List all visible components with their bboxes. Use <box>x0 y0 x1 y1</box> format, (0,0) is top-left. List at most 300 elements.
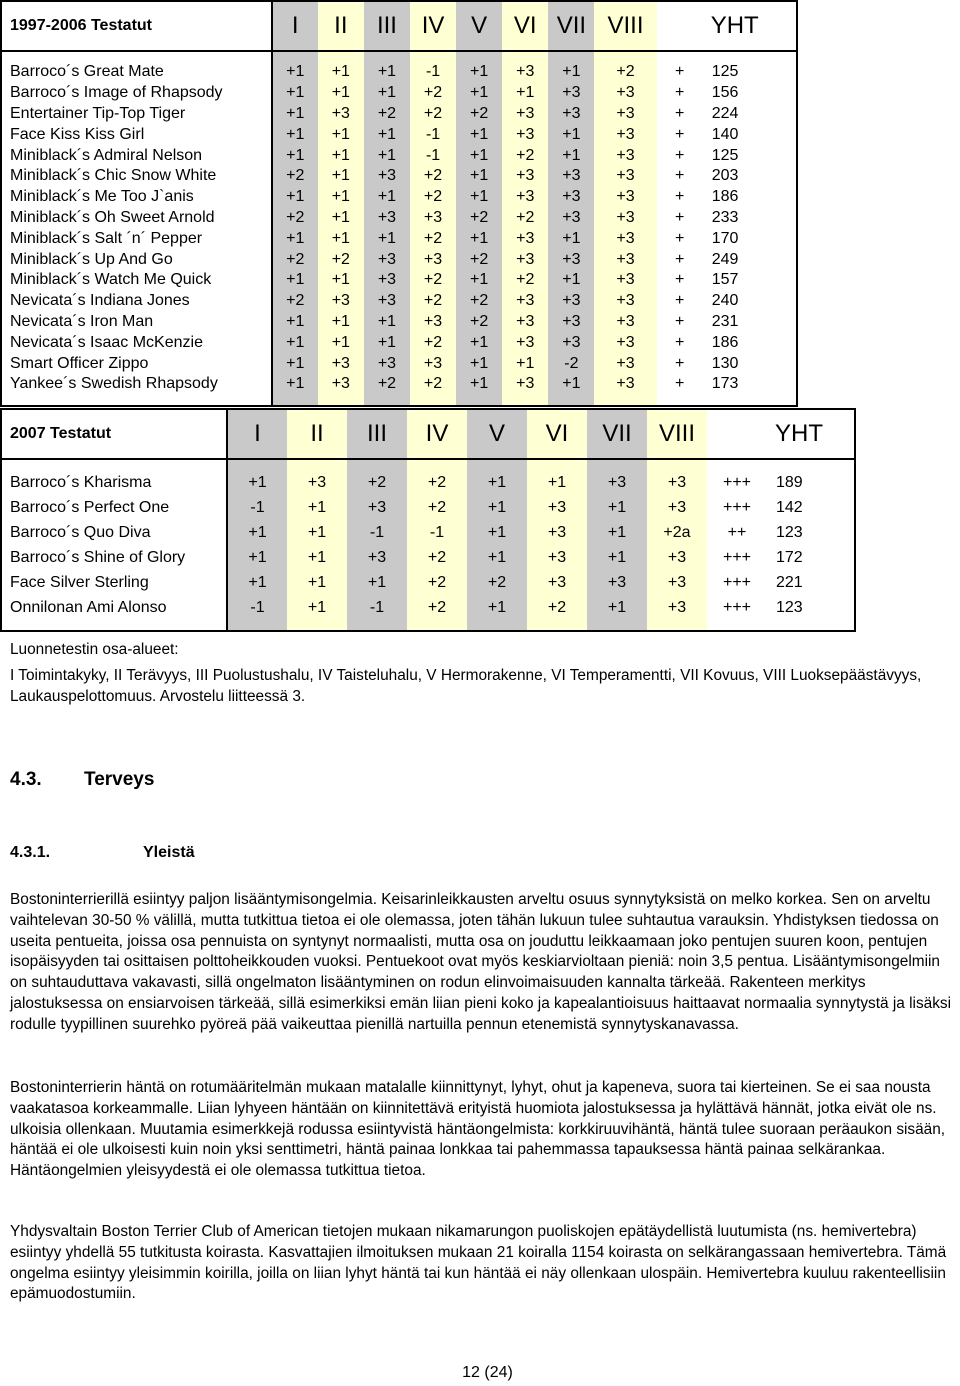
spacer-cell <box>364 395 410 406</box>
gunshot-rating: +++ <box>722 473 752 491</box>
dog-name: Miniblack´s Salt ´n´ Pepper <box>1 228 272 249</box>
column-header: I <box>272 1 318 51</box>
total-score: 189 <box>776 473 803 491</box>
spacer-cell <box>456 395 502 406</box>
spacer-cell <box>548 395 594 406</box>
spacer-cell <box>227 459 287 470</box>
score-cell: +3 <box>347 545 407 570</box>
spacer-cell <box>347 620 407 631</box>
score-cell: +2 <box>272 166 318 187</box>
score-cell: +1 <box>467 470 527 495</box>
spacer-cell <box>407 459 467 470</box>
score-cell: +1 <box>318 228 364 249</box>
score-cell: +3 <box>410 249 456 270</box>
total-score: 186 <box>711 188 739 206</box>
score-cell: -1 <box>347 595 407 620</box>
score-cell: +1 <box>272 332 318 353</box>
score-cell: +3 <box>527 520 587 545</box>
score-cell: +1 <box>347 570 407 595</box>
score-cell: +1 <box>548 145 594 166</box>
score-cell: +3 <box>364 249 410 270</box>
spacer-cell <box>657 51 703 62</box>
score-cell: +3 <box>594 353 656 374</box>
score-cell: -2 <box>548 353 594 374</box>
score-cell: +1 <box>364 312 410 333</box>
score-cell: +2 <box>410 166 456 187</box>
total-score: 173 <box>711 375 739 393</box>
spacer-cell <box>707 459 767 470</box>
score-cell: +3 <box>548 312 594 333</box>
score-cell: +1 <box>456 145 502 166</box>
results-table-1997-2006 <box>0 0 798 407</box>
score-cell: +1 <box>587 495 647 520</box>
column-header: VI <box>502 1 548 51</box>
spacer-cell <box>364 51 410 62</box>
score-cell: +3 <box>594 249 656 270</box>
score-cell: +3 <box>594 312 656 333</box>
subsection-heading <box>10 844 195 862</box>
gunshot-rating: + <box>674 84 685 102</box>
spacer-cell <box>657 395 703 406</box>
score-cell: +2 <box>318 249 364 270</box>
score-cell: +1 <box>467 595 527 620</box>
column-header: III <box>364 1 410 51</box>
score-cell: +2 <box>410 270 456 291</box>
spacer-cell <box>272 395 318 406</box>
total-score: 170 <box>711 229 739 247</box>
score-cell: +1 <box>272 145 318 166</box>
score-cell: +1 <box>287 595 347 620</box>
dog-name: Nevicata´s Isaac McKenzie <box>1 332 272 353</box>
spacer-cell <box>647 459 707 470</box>
spacer-cell <box>318 395 364 406</box>
score-cell: +3 <box>594 145 656 166</box>
score-cell: -1 <box>407 520 467 545</box>
score-cell: +3 <box>548 187 594 208</box>
table-spacer-row <box>1 395 797 406</box>
score-cell: +3 <box>318 104 364 125</box>
table-row <box>1 83 797 104</box>
score-cell: +1 <box>502 83 548 104</box>
score-cell: +3 <box>502 312 548 333</box>
score-cell: -1 <box>347 520 407 545</box>
score-cell: +3 <box>410 312 456 333</box>
dog-name: Miniblack´s Watch Me Quick <box>1 270 272 291</box>
gunshot-rating: + <box>674 375 685 393</box>
score-cell: +3 <box>502 332 548 353</box>
score-cell: +2 <box>407 595 467 620</box>
table-row <box>1 495 855 520</box>
score-cell: +3 <box>647 545 707 570</box>
score-cell: +3 <box>594 332 656 353</box>
spacer-cell <box>767 620 855 631</box>
score-cell: +1 <box>318 270 364 291</box>
table-row <box>1 312 797 333</box>
table-row <box>1 124 797 145</box>
dog-name: Barroco´s Perfect One <box>1 495 227 520</box>
spacer-cell <box>227 620 287 631</box>
gunshot-rating: + <box>674 229 685 247</box>
score-cell: +3 <box>410 208 456 229</box>
score-cell: +3 <box>647 470 707 495</box>
score-cell: +1 <box>318 312 364 333</box>
table-row <box>1 270 797 291</box>
score-cell: +3 <box>587 570 647 595</box>
score-cell: -1 <box>227 595 287 620</box>
spacer-cell <box>407 620 467 631</box>
table-row <box>1 62 797 83</box>
score-cell: +3 <box>502 187 548 208</box>
score-cell: +3 <box>502 62 548 83</box>
spacer-cell <box>347 459 407 470</box>
subsection-number: 4.3.1. <box>10 844 51 861</box>
table-row <box>1 104 797 125</box>
spacer-cell <box>527 620 587 631</box>
score-cell: +1 <box>456 83 502 104</box>
score-cell: -1 <box>227 495 287 520</box>
score-cell: +3 <box>594 270 656 291</box>
spacer-cell <box>456 51 502 62</box>
spacer-cell <box>647 620 707 631</box>
score-cell: +1 <box>318 166 364 187</box>
total-score: 123 <box>776 598 803 616</box>
column-header: I <box>227 409 287 459</box>
score-cell: +2 <box>272 249 318 270</box>
column-header: II <box>318 1 364 51</box>
score-cell: +2 <box>456 208 502 229</box>
total-score: 186 <box>711 333 739 351</box>
score-cell: +1 <box>364 124 410 145</box>
total-score: 240 <box>711 292 739 310</box>
total-score: 156 <box>711 84 739 102</box>
spacer-cell <box>1 51 272 62</box>
spacer-cell <box>594 395 656 406</box>
legend-body: I Toimintakyky, II Terävyys, III Puolustushalu, IV Taisteluhalu, V Hermorakenne, VI Temperamentti, VII Kovuus, VIII Luoksepäästävyys, Laukauspelottomuus. Arvostelu liitteessä 3. <box>10 667 922 705</box>
score-cell: +1 <box>364 228 410 249</box>
total-score: 157 <box>711 271 739 289</box>
score-cell: +1 <box>272 62 318 83</box>
spacer-cell <box>287 459 347 470</box>
score-cell: +3 <box>364 353 410 374</box>
score-cell: -1 <box>410 62 456 83</box>
dog-name: Smart Officer Zippo <box>1 353 272 374</box>
score-cell: +3 <box>527 495 587 520</box>
dog-name: Barroco´s Image of Rhapsody <box>1 83 272 104</box>
score-cell: +1 <box>548 374 594 395</box>
total-score: 221 <box>776 573 803 591</box>
score-cell: +1 <box>272 83 318 104</box>
spacer-cell <box>467 459 527 470</box>
gunshot-rating: +++ <box>722 548 752 566</box>
score-cell: +1 <box>456 62 502 83</box>
score-cell: +1 <box>318 208 364 229</box>
score-cell: +1 <box>318 62 364 83</box>
score-cell: +1 <box>456 228 502 249</box>
gunshot-rating: + <box>674 146 685 164</box>
total-score: 172 <box>776 548 803 566</box>
score-cell: +2 <box>410 187 456 208</box>
table-row <box>1 545 855 570</box>
total-score: 125 <box>711 146 739 164</box>
score-cell: +3 <box>594 187 656 208</box>
total-score: 130 <box>711 354 739 372</box>
score-cell: +3 <box>347 495 407 520</box>
dog-name: Barroco´s Kharisma <box>1 470 227 495</box>
page-number: 12 (24) <box>462 1364 513 1381</box>
score-cell: +1 <box>548 228 594 249</box>
total-score: 231 <box>711 312 739 330</box>
score-cell: +1 <box>527 470 587 495</box>
table-row <box>1 332 797 353</box>
table-spacer-row <box>1 459 855 470</box>
score-cell: +3 <box>318 291 364 312</box>
score-cell: +1 <box>587 520 647 545</box>
score-cell: +1 <box>272 124 318 145</box>
section-number: 4.3. <box>10 769 42 790</box>
dog-name: Miniblack´s Up And Go <box>1 249 272 270</box>
gunshot-rating: +++ <box>722 573 752 591</box>
score-cell: +3 <box>594 228 656 249</box>
score-cell: +3 <box>548 291 594 312</box>
paragraph-fertility: Bostoninterrierillä esiintyy paljon lisääntymisongelmia. Keisarinleikkausten arveltu osuus synnytyksistä on melko korkea. Sen on arveltu vaihtelevan 30-50 % välillä, mutta tutkittua tietoa ei ole olemassa, joten tähän lukuun tulee suhtautua varauksin. Yhdistyksen tiedossa on useita pentueita, joissa osa pennuista on syntynyt normaalisti, mutta osa on jouduttu leikkaamaan joko pentujen suuren koon, pentujen isopäisyyden tai osittaisen polttoheikkouden vuoksi. Pentuekoot ovat myös keskiarvioltaan pieniä: noin 3,5 pentua. Lisääntymisongelmiin on suhtauduttava vakavasti, sillä ongelmaton lisääntyminen on rodun elinvoimaisuuden kannalta tärkeää. Rakenteen merkitys jalostuksessa on ensiarvoisen tärkeää, sillä esimerkiksi emän liian pieni koko ja kapealantioisuus haittaavat normaalia synnytystä ja lisäksi rodulle tyypillinen suurehko pyöreä pää vaikeuttaa pienillä nartuilla pennun etenemistä synnytyskanavassa. <box>10 891 952 1033</box>
spacer-cell <box>1 620 227 631</box>
score-cell: +2 <box>456 249 502 270</box>
score-cell: +1 <box>287 545 347 570</box>
spacer-cell <box>410 51 456 62</box>
score-cell: +1 <box>287 495 347 520</box>
score-cell: +1 <box>364 145 410 166</box>
legend-title: Luonnetestin osa-alueet: <box>10 641 179 658</box>
table-title: 1997-2006 Testatut <box>1 1 272 51</box>
score-cell: +3 <box>410 353 456 374</box>
spacer-cell <box>502 51 548 62</box>
total-score: 142 <box>776 498 803 516</box>
spacer-cell <box>1 395 272 406</box>
score-cell: +3 <box>594 291 656 312</box>
score-cell: +1 <box>467 545 527 570</box>
gunshot-rating: + <box>674 104 685 122</box>
score-cell: +3 <box>502 291 548 312</box>
score-cell: +1 <box>272 270 318 291</box>
score-cell: +3 <box>318 353 364 374</box>
table-row <box>1 353 797 374</box>
score-cell: +3 <box>594 374 656 395</box>
score-cell: +3 <box>364 208 410 229</box>
spacer-cell <box>410 395 456 406</box>
score-cell: +3 <box>594 83 656 104</box>
total-score: 249 <box>711 250 739 268</box>
gunshot-rating: +++ <box>722 598 752 616</box>
score-cell: +3 <box>502 104 548 125</box>
dog-name: Face Kiss Kiss Girl <box>1 124 272 145</box>
table-header-row <box>1 1 797 51</box>
score-cell: +3 <box>594 104 656 125</box>
spacer-cell <box>467 620 527 631</box>
table-row <box>1 470 855 495</box>
score-cell: +2 <box>502 270 548 291</box>
score-cell: +3 <box>594 166 656 187</box>
dog-name: Entertainer Tip-Top Tiger <box>1 104 272 125</box>
gunshot-rating: + <box>674 208 685 226</box>
table-spacer-row <box>1 620 855 631</box>
score-cell: +1 <box>502 353 548 374</box>
score-cell: +2 <box>410 291 456 312</box>
dog-name: Miniblack´s Chic Snow White <box>1 166 272 187</box>
score-cell: +1 <box>272 374 318 395</box>
score-cell: +3 <box>502 124 548 145</box>
score-cell: +2 <box>272 208 318 229</box>
section-heading <box>10 769 154 791</box>
score-cell: -1 <box>410 145 456 166</box>
column-header: II <box>287 409 347 459</box>
score-cell: +2a <box>647 520 707 545</box>
table-row <box>1 291 797 312</box>
score-cell: +1 <box>272 353 318 374</box>
gunshot-rating: + <box>674 167 685 185</box>
score-cell: +1 <box>272 228 318 249</box>
score-cell: -1 <box>410 124 456 145</box>
spacer-cell <box>594 51 656 62</box>
dog-name: Barroco´s Quo Diva <box>1 520 227 545</box>
score-cell: +1 <box>227 470 287 495</box>
score-cell: +1 <box>318 124 364 145</box>
dog-name: Onnilonan Ami Alonso <box>1 595 227 620</box>
score-cell: +2 <box>364 374 410 395</box>
score-cell: +2 <box>467 570 527 595</box>
score-cell: +3 <box>647 570 707 595</box>
dog-name: Miniblack´s Me Too J`anis <box>1 187 272 208</box>
score-cell: +1 <box>318 145 364 166</box>
score-cell: +2 <box>410 332 456 353</box>
score-cell: +1 <box>287 520 347 545</box>
gunshot-rating: ++ <box>727 523 747 541</box>
gunshot-rating: + <box>674 250 685 268</box>
column-header: VII <box>587 409 647 459</box>
table-row <box>1 374 797 395</box>
score-cell: +3 <box>548 83 594 104</box>
score-cell: +2 <box>456 312 502 333</box>
score-cell: +1 <box>227 545 287 570</box>
score-cell: +1 <box>456 166 502 187</box>
table-row <box>1 228 797 249</box>
score-cell: +2 <box>456 104 502 125</box>
column-header: IV <box>407 409 467 459</box>
score-cell: +1 <box>364 62 410 83</box>
spacer-cell <box>527 459 587 470</box>
total-score: 203 <box>711 167 739 185</box>
spacer-cell <box>587 459 647 470</box>
score-cell: +1 <box>456 353 502 374</box>
total-score: 125 <box>711 63 739 81</box>
gunshot-rating: + <box>674 63 685 81</box>
score-cell: +3 <box>527 545 587 570</box>
score-cell: +1 <box>587 545 647 570</box>
score-cell: +3 <box>587 470 647 495</box>
score-cell: +3 <box>502 166 548 187</box>
table-row <box>1 249 797 270</box>
score-cell: +3 <box>527 570 587 595</box>
dog-name: Nevicata´s Iron Man <box>1 312 272 333</box>
column-header: V <box>456 1 502 51</box>
score-cell: +3 <box>364 270 410 291</box>
score-cell: +2 <box>407 470 467 495</box>
score-cell: +2 <box>502 208 548 229</box>
dog-name: Nevicata´s Indiana Jones <box>1 291 272 312</box>
score-cell: +2 <box>410 83 456 104</box>
score-cell: +1 <box>456 374 502 395</box>
total-score: 233 <box>711 208 739 226</box>
score-cell: +1 <box>548 62 594 83</box>
spacer-cell <box>272 51 318 62</box>
column-header-yht: YHT <box>703 1 797 51</box>
dog-name: Yankee´s Swedish Rhapsody <box>1 374 272 395</box>
score-cell: +1 <box>364 187 410 208</box>
table-row <box>1 570 855 595</box>
spacer-cell <box>707 620 767 631</box>
score-cell: +3 <box>548 332 594 353</box>
table-row <box>1 595 855 620</box>
gunshot-rating: +++ <box>722 498 752 516</box>
score-cell: +3 <box>364 166 410 187</box>
score-cell: +3 <box>594 208 656 229</box>
score-cell: +3 <box>364 291 410 312</box>
score-cell: +1 <box>272 104 318 125</box>
score-cell: +1 <box>227 520 287 545</box>
gunshot-rating: + <box>674 354 685 372</box>
total-score: 140 <box>711 125 739 143</box>
score-cell: +1 <box>587 595 647 620</box>
section-title: Terveys <box>84 769 155 790</box>
score-cell: +2 <box>456 291 502 312</box>
score-cell: +1 <box>467 495 527 520</box>
score-cell: +1 <box>548 124 594 145</box>
gunshot-rating: + <box>674 188 685 206</box>
spacer-cell <box>767 459 855 470</box>
spacer-cell <box>287 620 347 631</box>
gunshot-rating: + <box>674 292 685 310</box>
score-cell: +2 <box>410 374 456 395</box>
score-cell: +1 <box>456 332 502 353</box>
total-score: 123 <box>776 523 803 541</box>
gunshot-rating: + <box>674 333 685 351</box>
table-row <box>1 208 797 229</box>
paragraph-tail: Bostoninterrierin häntä on rotumääritelmän mukaan matalalle kiinnittynyt, lyhyt, ohut ja kapeneva, suora tai kierteinen. Se ei saa nousta vaakatasoa korkeammalle. Liian lyhyeen häntään on kiinnitettävä erityistä huomiota jalostuksessa ja hylättävä hännät, jotka eivät ole ns. ulkoisia ollenkaan. Muutamia esimerkkejä rodussa esiintyvistä häntäongelmista: korkkiruuvihäntä, häntä tulee suoraan peräaukon sisään, häntää ei ole ulkoisesti kuin noin yksi senttimetri, häntä painaa lonkkaa tai pahemmassa tapauksessa häntä painaa selkärankaa. Häntäongelmien yleisyydestä ei ole olemassa tutkittua tietoa. <box>10 1079 946 1180</box>
spacer-cell <box>548 51 594 62</box>
table-row <box>1 187 797 208</box>
score-cell: +2 <box>594 62 656 83</box>
column-header: VIII <box>647 409 707 459</box>
score-cell: +3 <box>287 470 347 495</box>
gunshot-rating: + <box>674 312 685 330</box>
score-cell: +3 <box>548 166 594 187</box>
score-cell: +2 <box>410 104 456 125</box>
table-title: 2007 Testatut <box>1 409 227 459</box>
score-cell: +2 <box>407 545 467 570</box>
spacer-cell <box>703 395 797 406</box>
score-cell: +2 <box>347 470 407 495</box>
spacer-cell <box>587 620 647 631</box>
score-cell: +3 <box>548 104 594 125</box>
score-cell: +2 <box>407 495 467 520</box>
table-spacer-row <box>1 51 797 62</box>
column-header: VI <box>527 409 587 459</box>
score-cell: +1 <box>287 570 347 595</box>
dog-name: Barroco´s Great Mate <box>1 62 272 83</box>
score-cell: +1 <box>272 187 318 208</box>
dog-name: Barroco´s Shine of Glory <box>1 545 227 570</box>
score-cell: +3 <box>548 249 594 270</box>
score-cell: +1 <box>548 270 594 291</box>
